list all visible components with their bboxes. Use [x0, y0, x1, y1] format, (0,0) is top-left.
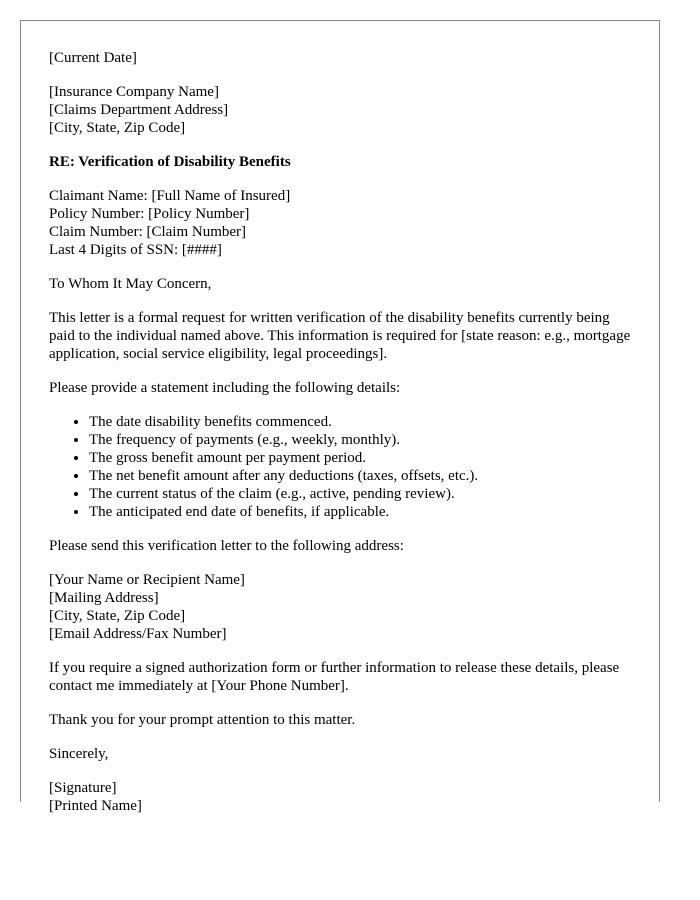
list-item: • The net benefit amount after any deductions (taxes, offsets, etc.). — [89, 467, 639, 485]
send-city: [City, State, Zip Code] — [49, 608, 186, 624]
letter-page — [20, 20, 660, 814]
recipient-street: [Claims Department Address] — [49, 102, 229, 118]
list-item: • The current status of the claim (e.g., active, pending review). — [89, 485, 639, 503]
thanks-paragraph: Thank you for your prompt attention to this matter. — [49, 712, 356, 728]
list-item: • The gross benefit amount per payment period. — [89, 449, 639, 467]
closing: Sincerely, — [49, 746, 109, 762]
request-intro: Please provide a statement including the following details: — [49, 380, 401, 396]
subject-block — [49, 153, 639, 171]
subject-line: RE: Verification of Disability Benefits — [49, 154, 291, 170]
details-list — [49, 413, 639, 521]
send-mailing-address: [Mailing Address] — [49, 590, 159, 606]
claim-info-block — [49, 187, 639, 259]
letter-body — [49, 49, 639, 831]
send-address-block — [49, 571, 639, 643]
list-item: • The anticipated end date of benefits, if applicable. — [89, 503, 639, 521]
claim-number: Claim Number: [Claim Number] — [49, 224, 247, 240]
send-email-fax: [Email Address/Fax Number] — [49, 626, 227, 642]
ssn-last4: Last 4 Digits of SSN: [####] — [49, 242, 222, 258]
letter-date: [Current Date] — [49, 50, 137, 66]
printed-name: [Printed Name] — [49, 798, 142, 814]
recipient-address-block — [49, 83, 639, 137]
date-block — [49, 49, 639, 67]
recipient-city: [City, State, Zip Code] — [49, 120, 186, 136]
recipient-company: [Insurance Company Name] — [49, 84, 219, 100]
intro-paragraph: This letter is a formal request for written verification of the disability benefits currently being paid to the individual named above. This information is required for [state reason: e.g., mortgage application, social service eligibility, legal proceedings]. — [49, 310, 631, 362]
claimant-name: Claimant Name: [Full Name of Insured] — [49, 188, 291, 204]
send-name: [Your Name or Recipient Name] — [49, 572, 245, 588]
list-item: • The date disability benefits commenced. — [89, 413, 639, 431]
policy-number: Policy Number: [Policy Number] — [49, 206, 250, 222]
signature-block — [49, 779, 639, 815]
list-item: • The frequency of payments (e.g., weekly, monthly). — [89, 431, 639, 449]
contact-paragraph: If you require a signed authorization form or further information to release these details, please contact me immediately at [Your Phone Number]. — [49, 660, 620, 694]
salutation: To Whom It May Concern, — [49, 276, 212, 292]
send-intro: Please send this verification letter to the following address: — [49, 538, 404, 554]
signature-placeholder: [Signature] — [49, 780, 117, 796]
